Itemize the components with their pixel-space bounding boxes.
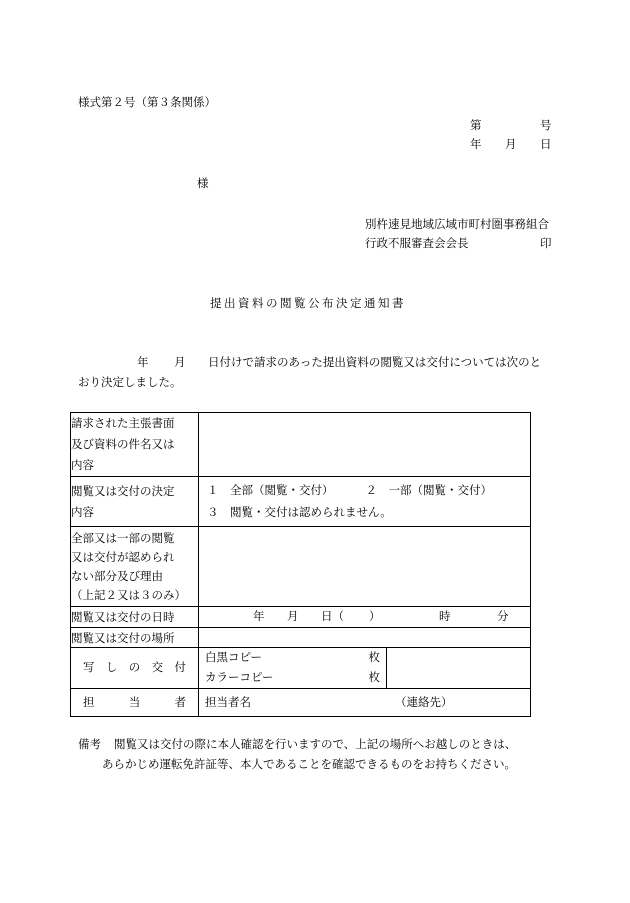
contact-label: （連絡先） — [395, 694, 453, 709]
requested-documents-label: 請求された主張書面 及び資料の件名又は 内容 — [71, 413, 199, 477]
datetime-cell[interactable] — [199, 607, 531, 628]
table-row — [71, 648, 531, 689]
option-not-permitted[interactable]: ３ 閲覧・交付は認められません。 — [207, 504, 392, 519]
option-full-disclosure[interactable]: １ 全部（閲覧・交付） — [207, 482, 334, 497]
decision-table — [70, 412, 531, 717]
body-text-line2: おり決定しました。 — [78, 375, 182, 389]
table-row — [71, 527, 531, 607]
table-row — [71, 628, 531, 648]
form-number: 様式第２号（第３条関係） — [78, 95, 216, 109]
datetime-hour: 時 — [439, 609, 451, 623]
body-month: 月 — [174, 355, 186, 369]
person-name-label: 担当者名 — [205, 694, 251, 709]
location-label: 閲覧又は交付の場所 — [71, 628, 199, 648]
datetime-month: 月 — [287, 609, 299, 623]
requested-documents-cell[interactable] — [199, 413, 531, 477]
issuer-title: 行政不服審査会会長 — [365, 236, 469, 250]
doc-number-prefix: 第 — [470, 118, 482, 132]
datetime-close-paren: ） — [369, 609, 381, 623]
option-partial-disclosure[interactable]: ２ 一部（閲覧・交付） — [365, 482, 492, 497]
doc-number-suffix: 号 — [540, 118, 552, 132]
person-in-charge-cell[interactable] — [199, 689, 531, 717]
body-text-line1: 日付けで請求のあった提出資料の閲覧又は交付については次のと — [208, 355, 542, 369]
table-row — [71, 413, 531, 477]
datetime-day-open: 日（ — [321, 609, 344, 623]
datetime-minute: 分 — [497, 609, 509, 623]
date-month: 月 — [505, 137, 517, 151]
person-in-charge-label: 担 当 者 — [71, 689, 199, 717]
denied-part-reason-label: 全部又は一部の閲覧 又は交付が認められ ない部分及び理由 （上記２又は３のみ） — [71, 527, 199, 607]
remarks-label: 備考 — [78, 737, 101, 751]
datetime-year: 年 — [253, 609, 265, 623]
copy-issuance-label: 写 し の 交 付 — [71, 648, 199, 689]
denied-part-reason-cell[interactable] — [199, 527, 531, 607]
body-year: 年 — [137, 355, 149, 369]
bw-copy-unit: 枚 — [368, 650, 380, 665]
table-row — [71, 477, 531, 527]
color-copy-unit: 枚 — [368, 670, 380, 685]
table-row — [71, 607, 531, 628]
table-row — [71, 689, 531, 717]
recipient-honorific: 様 — [197, 176, 209, 190]
location-cell[interactable] — [199, 628, 531, 648]
remarks-line1: 閲覧又は交付の際に本人確認を行いますので、上記の場所へお越しのときは、 — [114, 737, 517, 751]
issuer-seal: 印 — [540, 236, 552, 250]
decision-content-cell — [199, 477, 531, 527]
datetime-label: 閲覧又は交付の日時 — [71, 607, 199, 628]
document-title: 提出資料の閲覧公布決定通知書 — [210, 296, 406, 310]
color-copy-label: カラーコピー — [205, 670, 274, 685]
issuer-organization: 別杵速見地域広域市町村圏事務組合 — [365, 217, 549, 231]
copy-count-blank[interactable] — [387, 648, 530, 688]
date-year: 年 — [470, 137, 482, 151]
bw-copy-label: 白黒コピー — [205, 650, 263, 665]
remarks-line2: あらかじめ運転免許証等、本人であることを確認できるものをお持ちください。 — [102, 757, 516, 771]
decision-content-label: 閲覧又は交付の決定 内容 — [71, 477, 199, 527]
date-day: 日 — [540, 137, 552, 151]
copy-issuance-cell — [199, 648, 531, 689]
